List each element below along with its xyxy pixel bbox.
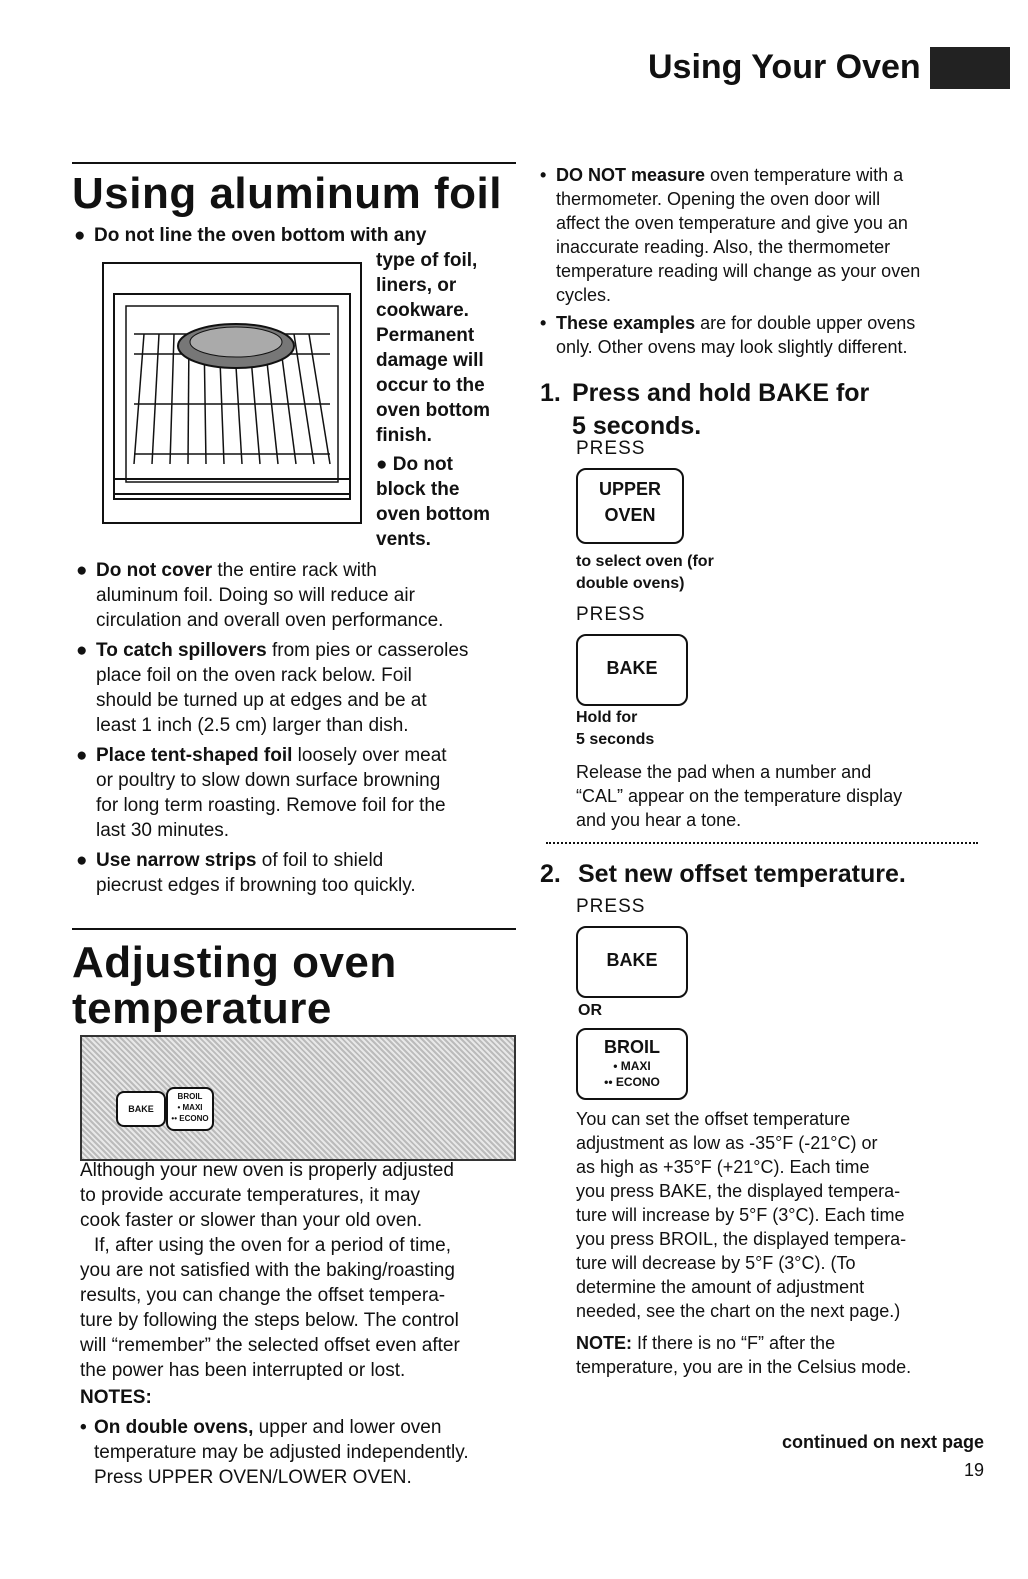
foil-vents-text: ● Do not block the oven bottom vents. — [376, 454, 490, 550]
oven-illustration — [102, 262, 362, 524]
bake-hold-caption: Hold for 5 seconds — [576, 709, 655, 748]
bake-key[interactable]: BAKE — [576, 634, 688, 706]
foil-side-text: type of foil, liners, or cookware. Permanent damage will occur to the oven bottom finish. — [376, 250, 490, 446]
step-1-title: Press and hold BAKE for 5 seconds. — [572, 379, 870, 440]
step-divider — [546, 842, 978, 844]
foil-bullet-spillovers: ● To catch spillovers from pies or casseroles place foil on the oven rack below. Foil should be turned up at edges and be at least 1 inch (2.5 cm) larger than dish. — [76, 640, 469, 736]
adjust-paragraph-1: Although your new oven is properly adjusted to provide accurate temperatures, it may cook faster or slower than your old oven. — [80, 1160, 454, 1231]
press-label: PRESS — [576, 438, 646, 459]
foil-bullet-strips: ● Use narrow strips of foil to shield piecrust edges if browning too quickly. — [76, 850, 416, 896]
note-double-ovens: • On double ovens, upper and lower oven temperature may be adjusted independently. Press UPPER OVEN/LOWER OVEN. — [80, 1417, 469, 1488]
bake-key-step2[interactable]: BAKE — [576, 926, 688, 998]
press-label: PRESS — [576, 604, 646, 625]
panel-broil-key: BROIL • MAXI •• ECONO — [166, 1087, 214, 1131]
adjust-paragraph-2: If, after using the oven for a period of time, you are not satisfied with the baking/roasting results, you can change the offset tempera- ture by following the steps below. The control will “remember” the selected offset even after the power has been interrupted or lost. — [80, 1235, 460, 1381]
step-1-number: 1. — [540, 379, 561, 407]
broil-key[interactable]: BROIL • MAXI •• ECONO — [576, 1028, 688, 1100]
panel-bake-key: BAKE — [116, 1091, 166, 1127]
or-label: OR — [578, 1002, 602, 1019]
brand-logo — [930, 47, 1010, 89]
right-bullet-examples: • These examples are for double upper ovens only. Other ovens may look slightly different. — [540, 313, 916, 357]
section-rule — [72, 162, 516, 164]
notes-label: NOTES: — [80, 1387, 152, 1408]
section-title-adjust: Adjusting oven temperature — [72, 938, 397, 1033]
page-header-title: Using Your Oven — [648, 48, 921, 86]
press-label: PRESS — [576, 896, 646, 917]
offset-paragraph: You can set the offset temperature adjustment as low as -35°F (-21°C) or as high as +35°F (+21°C). Each time you press BAKE, the displayed tempera- ture will increase by 5°F (3°C). Each time you press BROIL, the displayed tempera- ture will decrease by 5°F (3°C). (To determine the amount of adjustment needed, see the chart on the next page.) — [576, 1109, 907, 1321]
celsius-note: NOTE: If there is no “F” after the temperature, you are in the Celsius mode. — [576, 1333, 912, 1377]
release-instructions: Release the pad when a number and “CAL” appear on the temperature display and you hear a tone. — [576, 762, 903, 830]
page-number: 19 — [963, 1460, 984, 1480]
control-panel-illustration — [80, 1035, 516, 1161]
section-title-foil: Using aluminum foil — [72, 169, 502, 218]
step-2-title: Set new offset temperature. — [578, 860, 906, 888]
right-bullet-measure: • DO NOT measure oven temperature with a thermometer. Opening the oven door will affect the oven temperature and give you an inaccurate reading. Also, the thermometer temperature reading will change as your oven cycles. — [540, 165, 921, 305]
upper-oven-caption: to select oven (for double ovens) — [576, 553, 714, 592]
foil-bullet-tent: ● Place tent-shaped foil loosely over meat or poultry to slow down surface browning for long term roasting. Remove foil for the last 30 minutes. — [76, 745, 447, 841]
upper-oven-key[interactable]: UPPER OVEN — [576, 468, 684, 544]
step-2-number: 2. — [540, 860, 561, 888]
continued-label: continued on next page — [781, 1432, 984, 1452]
section-rule — [72, 928, 516, 930]
foil-bullet-cover: ● Do not cover the entire rack with aluminum foil. Doing so will reduce air circulation and overall oven performance. — [76, 560, 444, 631]
foil-warning-line: ● Do not line the oven bottom with any — [74, 225, 427, 246]
